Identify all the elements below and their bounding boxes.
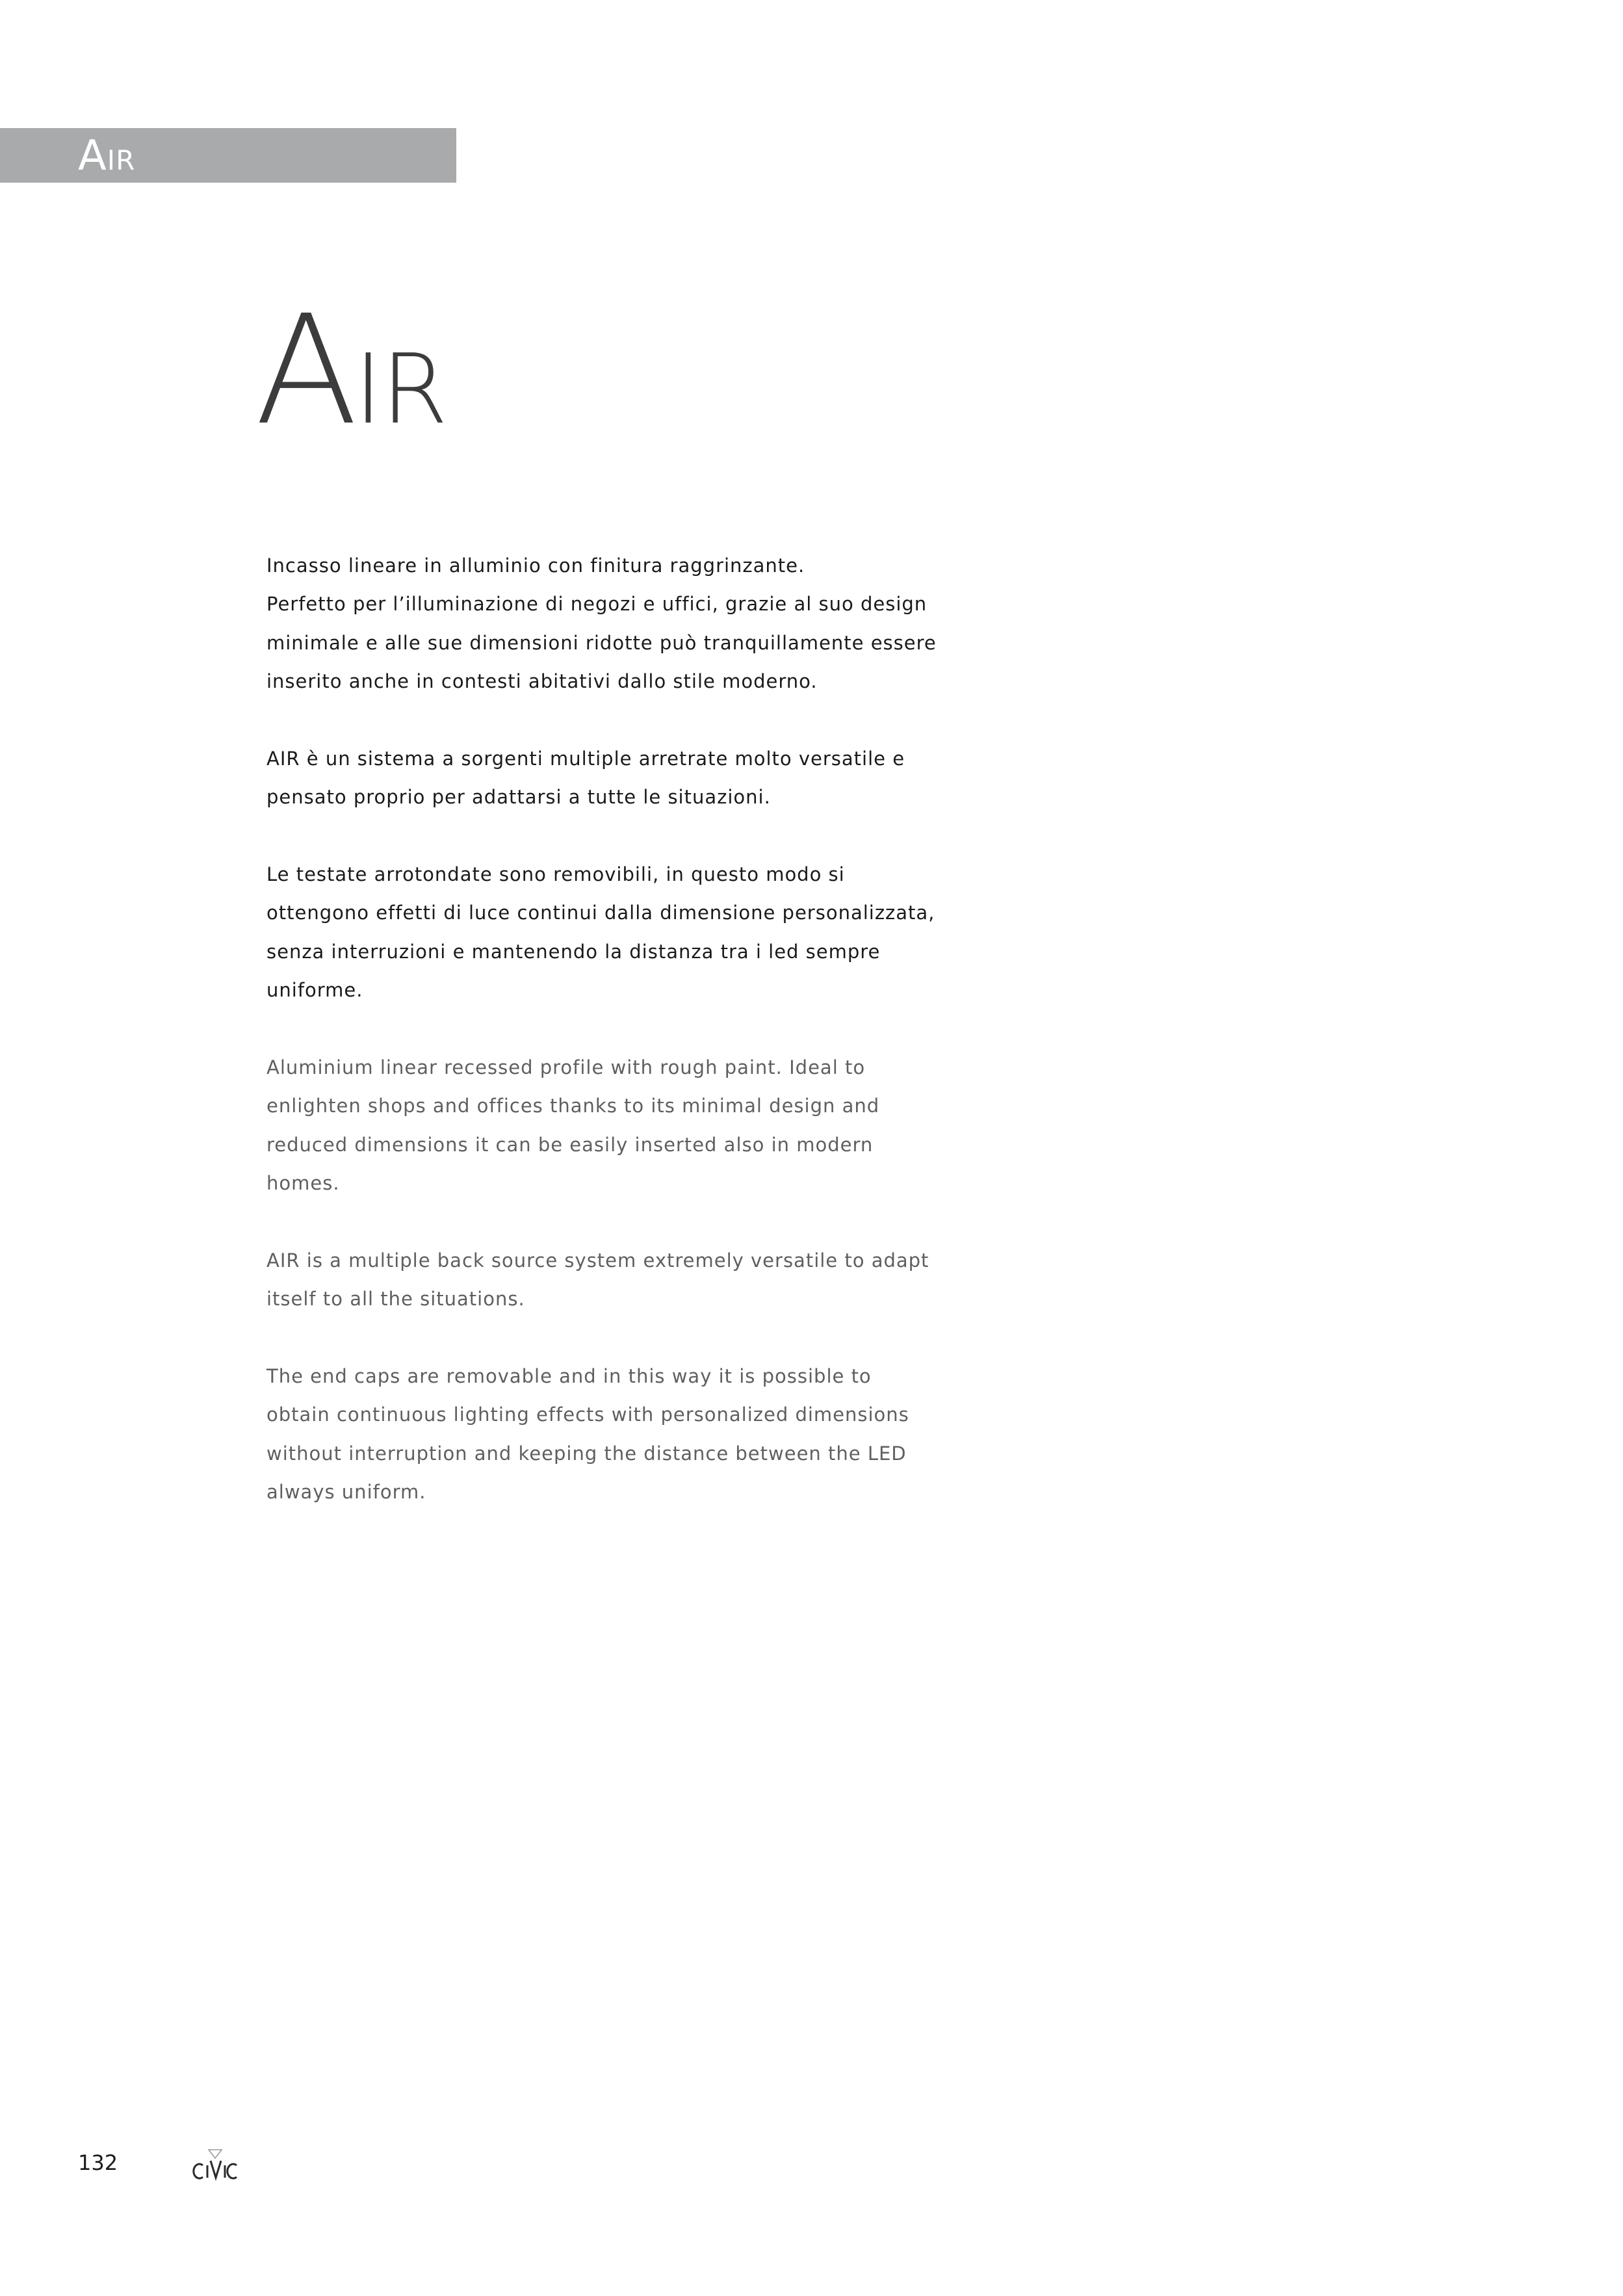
page-title	[255, 283, 447, 467]
english-paragraph-1	[266, 1049, 949, 1203]
text-line: without interruption and keeping the distance between the LED	[266, 1442, 907, 1465]
section-header-title-cap: A	[78, 132, 107, 180]
civic-logo-icon	[192, 2146, 251, 2182]
italian-paragraph-3	[266, 855, 949, 1010]
text-line: Aluminium linear recessed profile with rough paint. Ideal to	[266, 1056, 866, 1078]
page-title-cap: A	[255, 283, 354, 458]
text-line: homes.	[266, 1172, 340, 1195]
text-line: Incasso lineare in alluminio con finitura raggrinzante.	[266, 554, 805, 577]
text-line: always uniform.	[266, 1481, 426, 1504]
section-header-title-rest: IR	[107, 144, 136, 176]
text-line: pensato proprio per adattarsi a tutte le situazioni.	[266, 786, 771, 809]
text-line: itself to all the situations.	[266, 1288, 525, 1311]
page-title-rest: IR	[354, 333, 447, 445]
english-paragraph-3	[266, 1357, 949, 1512]
text-line: enlighten shops and offices thanks to its minimal design and	[266, 1095, 880, 1117]
text-line: AIR is a multiple back source system extremely versatile to adapt	[266, 1249, 929, 1272]
text-line: AIR è un sistema a sorgenti multiple arretrate molto versatile e	[266, 748, 905, 770]
text-line: The end caps are removable and in this way it is possible to	[266, 1365, 872, 1387]
section-header-band	[0, 128, 456, 183]
section-header-title	[78, 130, 135, 182]
text-line: Le testate arrotondate sono removibili, in questo modo si	[266, 863, 845, 885]
italian-paragraph-1	[266, 547, 949, 701]
text-line: senza interruzioni e mantenendo la distanza tra i led sempre	[266, 940, 881, 963]
english-paragraph-2	[266, 1242, 949, 1319]
italian-paragraph-2	[266, 740, 949, 817]
text-line: obtain continuous lighting effects with personalized dimensions	[266, 1403, 909, 1426]
text-line: inserito anche in contesti abitativi dallo stile moderno.	[266, 670, 818, 693]
text-line: ottengono effetti di luce continui dalla dimensione personalizzata,	[266, 902, 935, 924]
text-line: uniforme.	[266, 979, 363, 1002]
text-line: reduced dimensions it can be easily inserted also in modern	[266, 1133, 874, 1156]
text-line: Perfetto per l’illuminazione di negozi e uffici, grazie al suo design	[266, 593, 928, 616]
page-number: 132	[78, 2150, 118, 2175]
text-line: minimale e alle sue dimensioni ridotte può tranquillamente essere	[266, 631, 937, 654]
